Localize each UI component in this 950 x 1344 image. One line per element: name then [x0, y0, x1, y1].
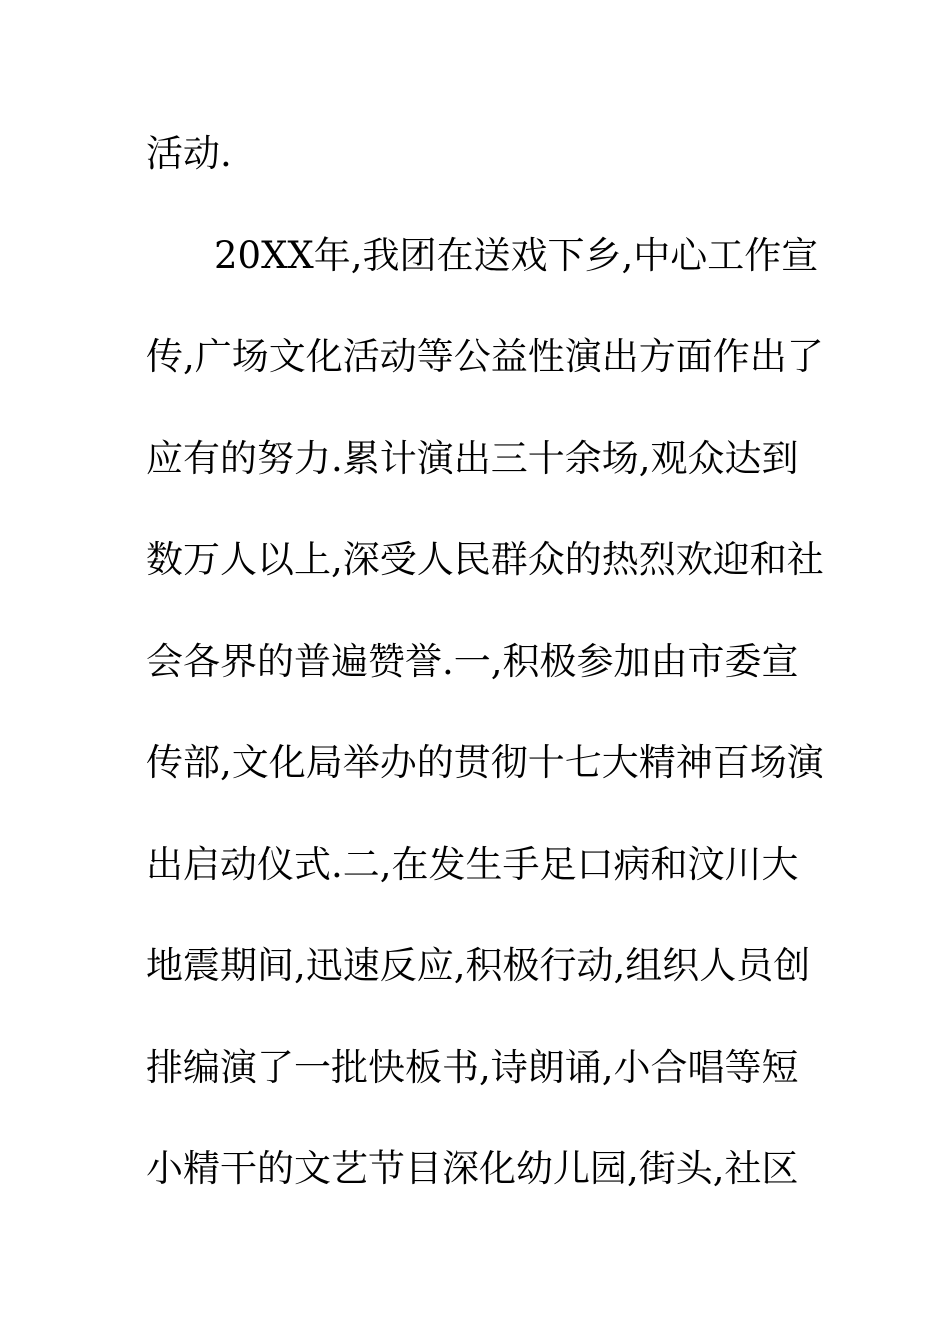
body-text: [146, 125, 824, 1242]
text-line: 小精干的文艺节目深化幼儿园,街头,社区: [146, 1147, 799, 1190]
text-line: 排编演了一批快板书,诗朗诵,小合唱等短: [146, 1045, 799, 1089]
text-line: 应有的努力.累计演出三十余场,观众达到: [146, 436, 799, 480]
text-line: 出启动仪式.二,在发生手足口病和汶川大: [146, 842, 799, 886]
text-line: 传部,文化局举办的贯彻十七大精神百场演: [146, 741, 824, 784]
paragraph-first-line: 20XX年,我团在送戏下乡,中心工作宣: [214, 233, 819, 277]
text-line: 会各界的普遍赞誉.一,积极参加由市委宣: [146, 639, 799, 683]
text-line: 地震期间,迅速反应,积极行动,组织人员创: [146, 944, 811, 987]
text-line: 数万人以上,深受人民群众的热烈欢迎和社: [146, 538, 824, 581]
text-line: 传,广场文化活动等公益性演出方面作出了: [146, 335, 824, 378]
text-line: 活动.: [146, 132, 232, 175]
